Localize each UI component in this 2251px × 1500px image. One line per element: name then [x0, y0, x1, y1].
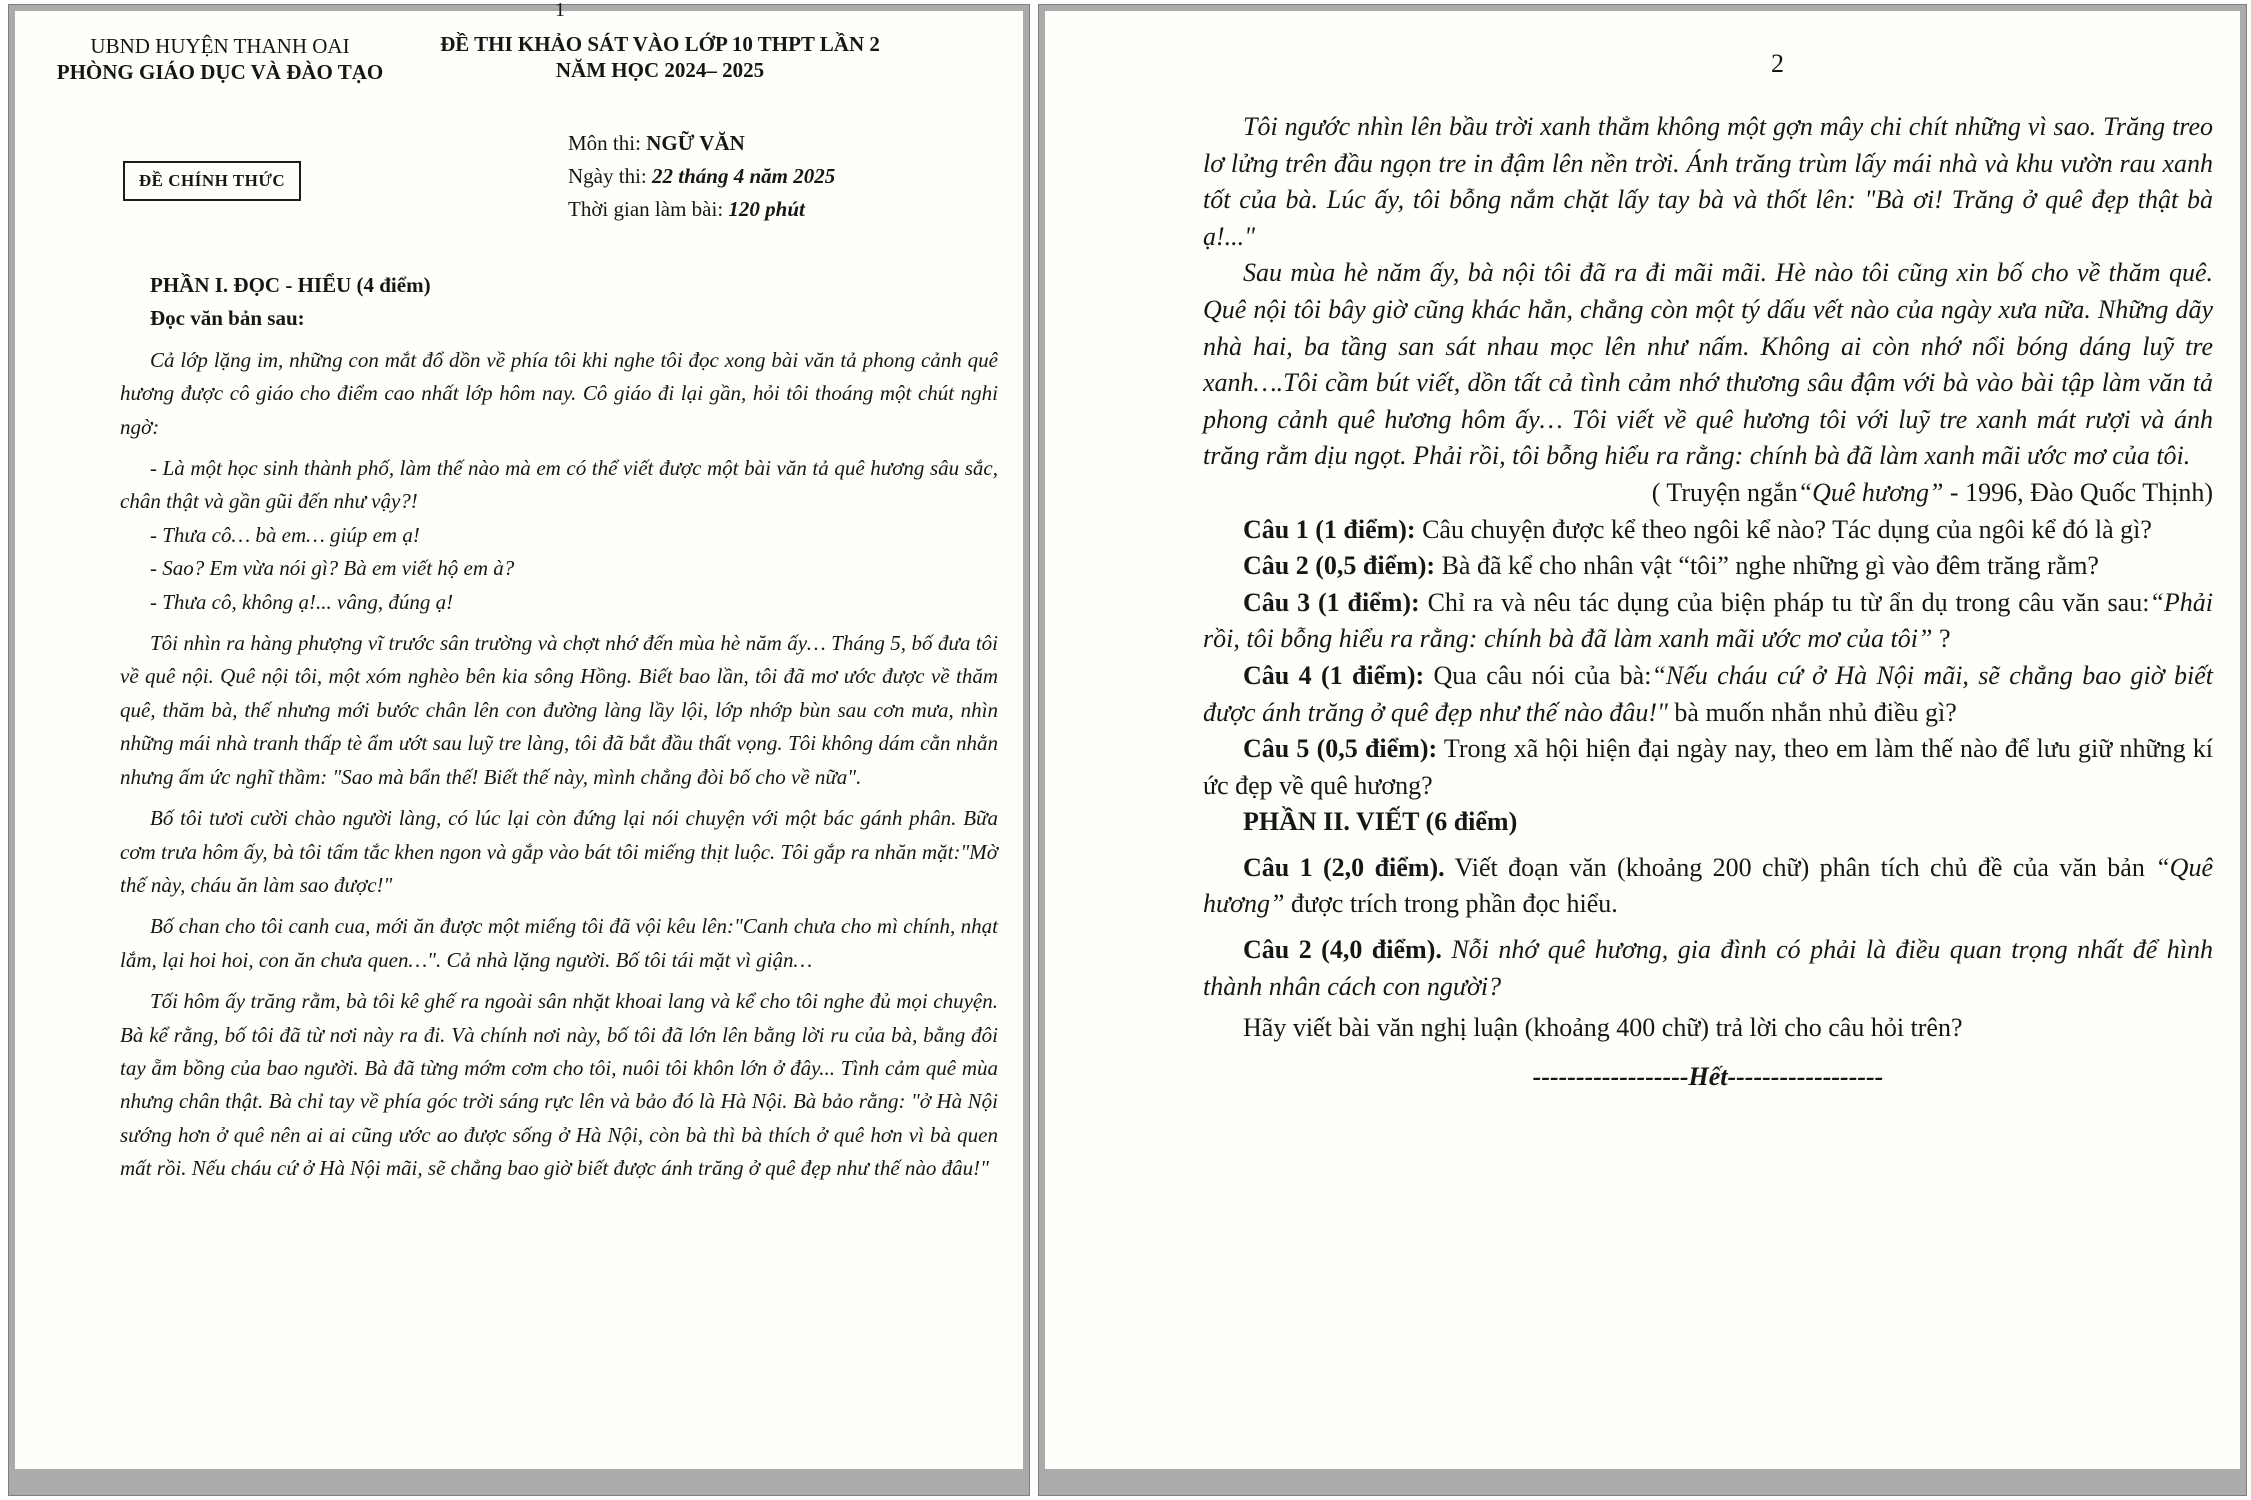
passage-dialogue: - Thưa cô, không ạ!... vâng, đúng ạ! [150, 589, 454, 614]
writing-task-1: Câu 1 (2,0 điểm). Viết đoạn văn (khoảng 200 chữ) phân tích chủ đề của văn bản “Quê hương” được trích trong phần đọc hiểu. [1203, 852, 2213, 919]
subject-line: Môn thi: NGỮ VĂN [568, 131, 745, 155]
question-label: Câu 2 (4,0 điểm). [1243, 935, 1442, 965]
passage-paragraph: Bố tôi tươi cười chào người làng, có lúc lại còn đứng lại nói chuyện với một bác gánh phân. Bữa cơm trưa hôm ấy, bà tôi tấm tắc khen ngon và gắp vào bát tôi miếng thịt luộc. Tôi gắp ra nhăn mặt:"Mờ thế này, cháu ăn làm sao được!" [120, 806, 998, 897]
question-label: Câu 1 (1 điểm): [1243, 514, 1416, 544]
question-label: Câu 4 (1 điểm): [1243, 660, 1425, 690]
question-1: Câu 1 (1 điểm): Câu chuyện được kể theo ngôi kể nào? Tác dụng của ngôi kể đó là gì? [1243, 514, 2152, 544]
duration-value: 120 phút [728, 197, 805, 221]
end-mark: ------------------Hết------------------ [1532, 1061, 1884, 1091]
question-label: Câu 1 (2,0 điểm). [1243, 852, 1445, 882]
exam-title-block [350, 31, 970, 83]
passage-paragraph: Cả lớp lặng im, những con mắt đổ dồn về phía tôi khi nghe tôi đọc xong bài văn tả phong cảnh quê hương được cô giáo cho điểm cao nhất lớp hôm nay. Cô giáo đi lại gần, hỏi tôi thoáng một chút nghi ngờ: [120, 347, 998, 439]
page2-content [1203, 109, 2213, 1095]
department-name: PHÒNG GIÁO DỤC VÀ ĐÀO TẠO [56, 60, 384, 84]
duration-line: Thời gian làm bài: 120 phút [568, 197, 805, 221]
closing-instruction: Hãy viết bài văn nghị luận (khoảng 400 chữ) trả lời cho câu hỏi trên? [1243, 1013, 1963, 1043]
exam-title: ĐỀ THI KHẢO SÁT VÀO LỚP 10 THPT LẦN 2 [440, 32, 880, 56]
page-2 [1045, 11, 2240, 1469]
question-quote: “Nếu cháu cứ ở Hà Nội mãi, sẽ chẳng bao giờ biết được ánh trăng ở quê đẹp như thế nào đâu!" [1203, 660, 2213, 727]
page-1 [15, 0, 1023, 1469]
passage-paragraph: Bố chan cho tôi canh cua, mới ăn được một miếng tôi đã vội kêu lên:"Canh chưa cho mì chính, nhạt lắm, lại hoi hoi, con ăn chưa quen…". Cả nhà lặng người. Bố tôi tái mặt vì giận… [120, 914, 998, 972]
question-2: Câu 2 (0,5 điểm): Bà đã kể cho nhân vật “tôi” nghe những gì vào đêm trăng rằm? [1243, 551, 2099, 581]
read-instruction: Đọc văn bản sau: [150, 306, 305, 331]
writing-task-2: Câu 2 (4,0 điểm). Nỗi nhớ quê hương, gia đình có phải là điều quan trọng nhất để hình thành nhân cách con người? [1203, 935, 2213, 1001]
passage-paragraph: Tối hôm ấy trăng rằm, bà tôi kê ghế ra ngoài sân nhặt khoai lang và kể cho tôi nghe đủ mọi chuyện. Bà kể rằng, bố tôi đã từ nơi này ra đi. Và chính nơi này, bố tôi đã lớn lên bằng lời ru của bà, bằng đôi tay ẵm bồng của bao người. Bà đã từng mớm cơm cho tôi, nuôi tôi khôn lớn ở đây... Tình cảm quê mùa nhưng chân thật. Bà chỉ tay về phía góc trời sáng rực lên và bảo đó là Hà Nội. Bà bảo rằng: "ở Hà Nội sướng hơn ở quê nên ai ai cũng ước ao được sống ở Hà Nội, còn bà thì bà thích ở quê hơn vì bà quen mất rồi. Nếu cháu cứ ở Hà Nội mãi, sẽ chẳng bao giờ biết được ánh trăng ở quê đẹp như thế nào đâu!" [120, 989, 998, 1181]
passage-dialogue: - Thưa cô… bà em… giúp em ạ! [150, 522, 420, 547]
question-4: Câu 4 (1 điểm): Qua câu nói của bà:“Nếu cháu cứ ở Hà Nội mãi, sẽ chẳng bao giờ biết được ánh trăng ở quê đẹp như thế nào đâu!" bà muốn nhắn nhủ điều gì? [1203, 660, 2213, 727]
school-year: NĂM HỌC 2024– 2025 [555, 58, 765, 82]
passage-dialogue: - Sao? Em vừa nói gì? Bà em viết hộ em à? [150, 556, 515, 581]
org-name: UBND HUYỆN THANH OAI [90, 34, 350, 58]
question-quote: “Phải rồi, tôi bỗng hiểu ra rằng: chính bà đã làm xanh mãi ước mơ của tôi” [1203, 587, 2214, 654]
passage-paragraph: Tôi nhìn ra hàng phượng vĩ trước sân trường và chợt nhớ đến mùa hè năm ấy… Tháng 5, bố đưa tôi về quê nội. Quê nội tôi, một xóm nghèo bên kia sông Hồng. Biết bao lần, tôi đã mơ ước được về thăm quê, thăm bà, thế nhưng mới bước chân lên con đường làng lầy lội, lớp nhớp bùn sau cơn mưa, nhìn những mái nhà tranh thấp tè ẩm ướt sau luỹ tre làng, tôi đã bắt đầu thất vọng. Tôi không dám cằn nhằn nhưng ấm ức nghĩ thầm: "Sao mà bẩn thế! Biết thế này, mình chẳng đòi bố cho về nữa". [120, 631, 998, 789]
passage-paragraph: Sau mùa hè năm ấy, bà nội tôi đã ra đi mãi mãi. Hè nào tôi cũng xin bố cho về thăm quê. Quê nội tôi bây giờ cũng khác hẳn, chẳng còn một tý dấu vết nào của ngày xưa nữa. Những dãy nhà hai, ba tầng san sát nhau mọc lên như nấm. Không ai còn nhớ nổi bóng dáng luỹ tre xanh….Tôi cầm bút viết, dồn tất cả tình cảm nhớ thương sâu đậm với bà vào bài tập làm văn tả phong cảnh quê hương hôm ấy… Tôi viết về quê hương tôi với luỹ tre xanh mát rượi và ánh trăng rằm dịu ngọt. Phải rồi, tôi bỗng hiểu ra rằng: chính bà đã làm xanh mãi ước mơ của tôi. [1203, 258, 2213, 471]
question-label: Câu 2 (0,5 điểm): [1243, 551, 1436, 581]
subject-value: NGỮ VĂN [646, 131, 745, 155]
passage-paragraph: Tôi ngước nhìn lên bầu trời xanh thẳm không một gợn mây chi chít những vì sao. Trăng treo lơ lửng trên đầu ngọn tre in đậm lên nền trời. Ánh trăng trùm lấy mái nhà và khu vườn rau xanh tốt của bà. Lúc ấy, tôi bỗng nắm chặt lấy tay bà và thốt lên: "Bà ơi! Trăng ở quê đẹp thật bà ạ!..." [1203, 112, 2213, 251]
section1-heading: PHẦN I. ĐỌC - HIỂU (4 điểm) [150, 273, 431, 297]
date-line: Ngày thi: 22 tháng 4 năm 2025 [568, 164, 836, 188]
passage-paragraph: - Là một học sinh thành phố, làm thế nào mà em có thể viết được một bài văn tả quê hương sâu sắc, chân thật và gần gũi đến như vậy?! [120, 456, 998, 514]
official-exam-label: ĐỀ CHÍNH THỨC [138, 171, 286, 190]
official-exam-stamp [123, 161, 301, 201]
question-label: Câu 5 (0,5 điểm): [1243, 734, 1438, 764]
question-3: Câu 3 (1 điểm): Chỉ ra và nêu tác dụng của biện pháp tu từ ẩn dụ trong câu văn sau:“Phải rồi, tôi bỗng hiểu ra rằng: chính bà đã làm xanh mãi ước mơ của tôi” ? [1203, 587, 2214, 654]
question-5: Câu 5 (0,5 điểm): Trong xã hội hiện đại ngày nay, theo em làm thế nào để lưu giữ những kí ức đẹp về quê hương? [1203, 734, 2213, 800]
quoted-title: “Quê hương” [1203, 852, 2213, 919]
source-line: ( Truyện ngắn“Quê hương” - 1996, Đào Quốc Thịnh) [1651, 477, 2213, 507]
page-number: 1 [555, 0, 565, 21]
source-title: “Quê hương” [1797, 477, 1944, 507]
page-number: 2 [1771, 49, 1784, 78]
question-label: Câu 3 (1 điểm): [1243, 587, 1420, 617]
section2-heading: PHẦN II. VIẾT (6 điểm) [1243, 807, 1518, 837]
reading-section [120, 269, 998, 1186]
date-value: 22 tháng 4 năm 2025 [652, 164, 836, 188]
exam-info-block [568, 127, 835, 226]
